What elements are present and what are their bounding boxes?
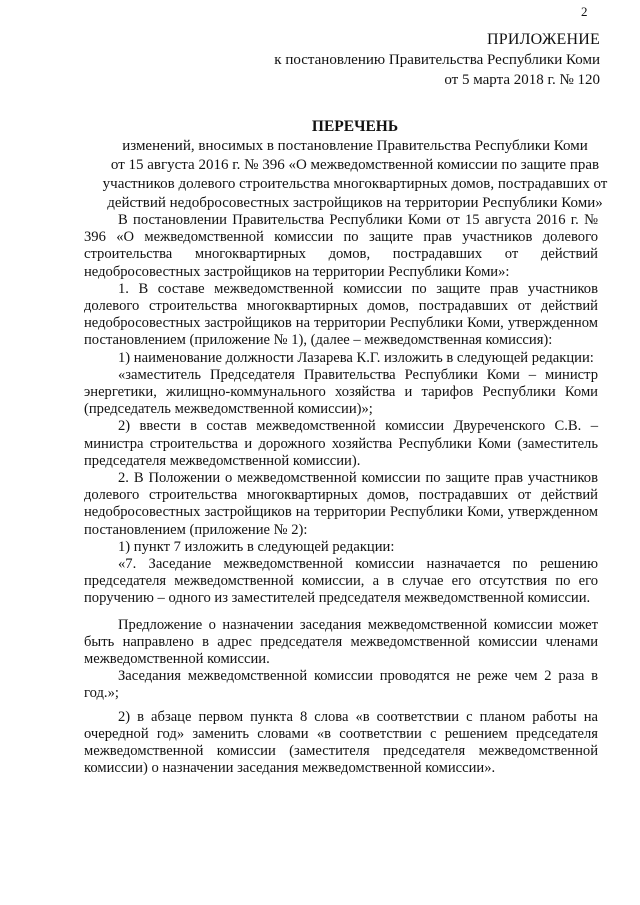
appendix-line-1: к постановлению Правительства Республики Коми bbox=[274, 52, 600, 68]
heading-line-2: от 15 августа 2016 г. № 396 «О межведомственной комиссии по защите прав bbox=[110, 157, 600, 173]
paragraph: 2. В Положении о межведомственной комиссии по защите прав участников долевого строительства многоквартирных домов, пострадавших от действий недобросовестных застройщиков на территории Республики Коми, утвержденном постановлением (приложение № 2): bbox=[84, 470, 598, 538]
paragraph: Предложение о назначении заседания межведомственной комиссии может быть направлено в адрес председателя межведомственной комиссии членами межведомственной комиссии. bbox=[84, 616, 598, 668]
paragraph: Заседания межведомственной комиссии проводятся не реже чем 2 раза в год.»; bbox=[84, 668, 598, 702]
paragraph: 1. В составе межведомственной комиссии по защите прав участников долевого строительства многоквартирных домов, пострадавших от действий недобросовестных застройщиков на территории Республики Коми, утвержденном постановлением (приложение № 1), (далее – межведомственная комиссия): bbox=[84, 280, 598, 349]
paragraph: 1) пункт 7 изложить в следующей редакции: bbox=[118, 538, 395, 555]
heading-line-3: участников долевого строительства многоквартирных домов, пострадавших от bbox=[102, 176, 608, 192]
document-title: ПЕРЕЧЕНЬ bbox=[311, 118, 399, 135]
appendix-title: ПРИЛОЖЕНИЕ bbox=[486, 31, 600, 48]
paragraph: «7. Заседание межведомственной комиссии назначается по решению председателя межведомственной комиссии, а в случае его отсутствия по его поручению – одного из заместителей председателя межведомственной комиссии. bbox=[84, 556, 598, 607]
paragraph: 2) ввести в состав межведомственной комиссии Двуреченского С.В. – министра строительства и дорожного хозяйства Республики Коми (заместитель председателя межведомственной комиссии). bbox=[84, 418, 598, 469]
paragraph: В постановлении Правительства Республики Коми от 15 августа 2016 г. № 396 «О межведомственной комиссии по защите прав участников долевого строительства многоквартирных домов, пострадавших от действий недобросовестных застройщиков на территории Республики Коми»: bbox=[84, 212, 598, 280]
heading-line-4: действий недобросовестных застройщиков на территории Республики Коми» bbox=[107, 195, 603, 211]
appendix-block bbox=[274, 30, 600, 90]
paragraph: 2) в абзаце первом пункта 8 слова «в соответствии с планом работы на очередной год» заменить словами «в соответствии с решением председателя межведомственной комиссии (заместителя председателя межведомственной комиссии) о назначении заседания межведомственной комиссии». bbox=[84, 708, 598, 777]
heading-line-1: изменений, вносимых в постановление Правительства Республики Коми bbox=[122, 138, 588, 154]
appendix-line-2: от 5 марта 2018 г. № 120 bbox=[444, 72, 600, 88]
document-body bbox=[84, 212, 598, 778]
paragraph: «заместитель Председателя Правительства Республики Коми – министр энергетики, жилищно-коммунального хозяйства и тарифов Республики Коми (председатель межведомственной комиссии)»; bbox=[84, 366, 598, 418]
page-number: 2 bbox=[581, 4, 588, 19]
paragraph: 1) наименование должности Лазарева К.Г. изложить в следующей редакции: bbox=[118, 349, 594, 366]
document-heading bbox=[60, 117, 640, 213]
